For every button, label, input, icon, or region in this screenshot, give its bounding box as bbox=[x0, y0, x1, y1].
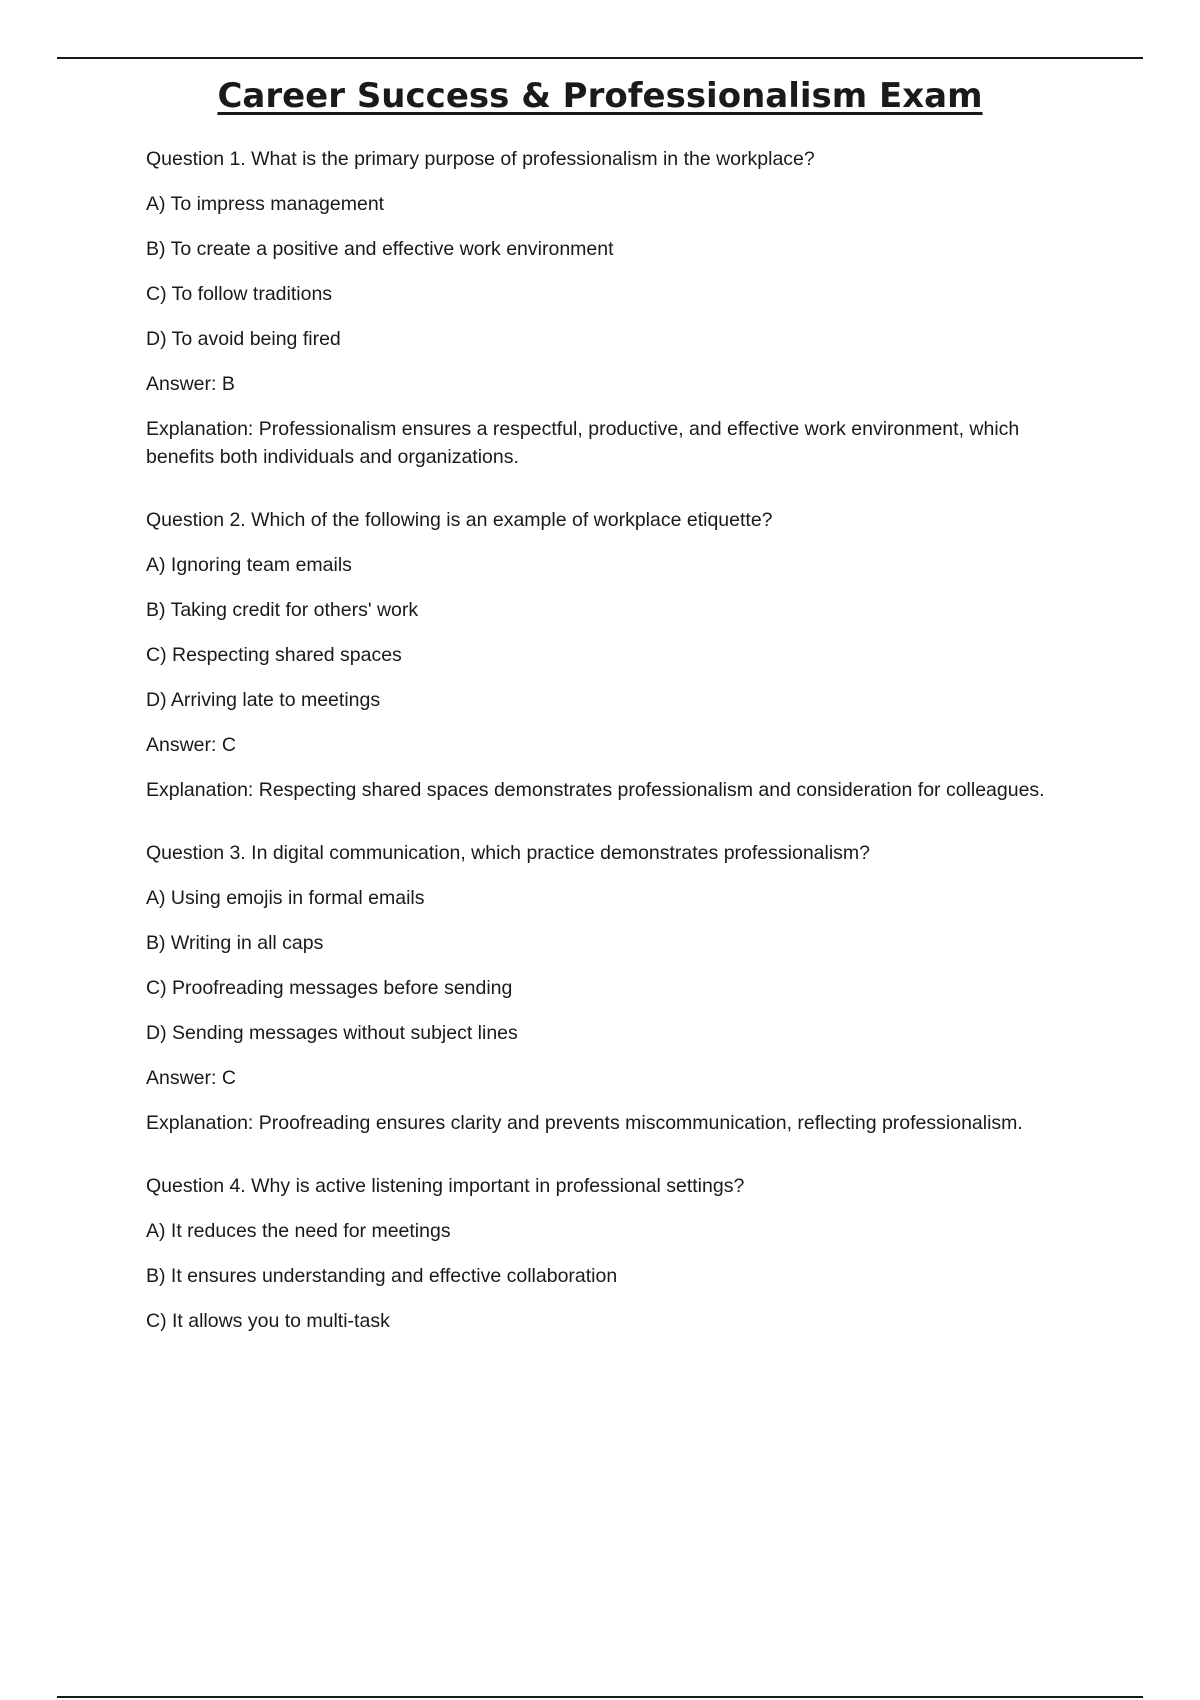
page-title-text: Career Success & Professionalism Exam bbox=[217, 76, 983, 116]
bottom-divider bbox=[57, 1696, 1143, 1698]
answer-option-a: A) To impress management bbox=[146, 193, 385, 215]
exam-content bbox=[146, 145, 1086, 1370]
answer-option-b: B) It ensures understanding and effective collaboration bbox=[146, 1265, 618, 1287]
answer-option-a: A) It reduces the need for meetings bbox=[146, 1220, 451, 1242]
answer-option-d: D) Sending messages without subject lines bbox=[146, 1022, 518, 1044]
question-prompt: Question 3. In digital communication, which practice demonstrates professionalism? bbox=[146, 842, 871, 864]
question-block-1 bbox=[146, 145, 1086, 471]
answer-key: Answer: C bbox=[146, 1067, 236, 1089]
answer-option-c: C) To follow traditions bbox=[146, 283, 333, 305]
answer-option-c: C) Respecting shared spaces bbox=[146, 644, 402, 666]
top-divider bbox=[57, 57, 1143, 59]
explanation: Explanation: Proofreading ensures clarity and prevents miscommunication, reflecting professionalism. bbox=[146, 1112, 1023, 1134]
question-prompt: Question 2. Which of the following is an example of workplace etiquette? bbox=[146, 509, 773, 531]
answer-option-c: C) It allows you to multi-task bbox=[146, 1310, 390, 1332]
answer-option-a: A) Using emojis in formal emails bbox=[146, 887, 425, 909]
answer-key: Answer: B bbox=[146, 373, 235, 395]
answer-option-b: B) Taking credit for others' work bbox=[146, 599, 419, 621]
answer-option-b: B) To create a positive and effective work environment bbox=[146, 238, 614, 260]
answer-option-b: B) Writing in all caps bbox=[146, 932, 324, 954]
page-title bbox=[0, 76, 1200, 116]
answer-option-d: D) Arriving late to meetings bbox=[146, 689, 381, 711]
question-block-2 bbox=[146, 506, 1086, 804]
question-block-4 bbox=[146, 1172, 1086, 1335]
answer-option-a: A) Ignoring team emails bbox=[146, 554, 352, 576]
explanation: Explanation: Professionalism ensures a respectful, productive, and effective work environment, which benefits both individuals and organizations. bbox=[146, 418, 1020, 468]
question-block-3 bbox=[146, 839, 1086, 1137]
answer-option-c: C) Proofreading messages before sending bbox=[146, 977, 513, 999]
question-prompt: Question 1. What is the primary purpose of professionalism in the workplace? bbox=[146, 148, 815, 170]
explanation: Explanation: Respecting shared spaces demonstrates professionalism and consideration for colleagues. bbox=[146, 779, 1045, 801]
answer-option-d: D) To avoid being fired bbox=[146, 328, 341, 350]
answer-key: Answer: C bbox=[146, 734, 236, 756]
question-prompt: Question 4. Why is active listening important in professional settings? bbox=[146, 1175, 745, 1197]
